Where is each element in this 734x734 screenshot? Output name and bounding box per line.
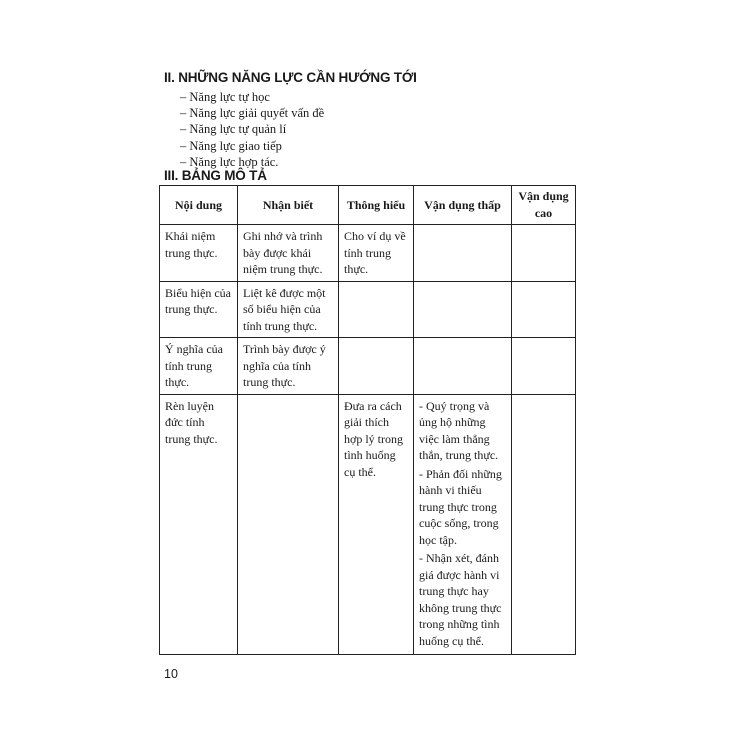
cell-recognition: Liệt kê được một số biểu hiện của tính trung thực. <box>238 281 339 338</box>
low-application-point: - Phản đối những hành vi thiếu trung thực trong cuộc sống, trong học tập. <box>419 466 502 547</box>
header-content: Nội dung <box>160 186 238 225</box>
header-recognition: Nhận biết <box>238 186 339 225</box>
table-row <box>160 338 576 395</box>
cell-comprehension: Đưa ra cách giải thích hợp lý trong tình huống cụ thể. <box>339 394 414 655</box>
competency-item: – Năng lực tự quản lí <box>180 121 324 137</box>
table-header-row <box>160 186 576 225</box>
section-3-heading: III. BẢNG MÔ TẢ <box>164 168 267 183</box>
cell-high-application <box>512 394 576 655</box>
cell-recognition <box>238 394 339 655</box>
cell-low-application <box>414 225 512 282</box>
cell-content: Ý nghĩa của tính trung thực. <box>160 338 238 395</box>
cell-recognition: Ghi nhớ và trình bày được khái niệm trung thực. <box>238 225 339 282</box>
cell-content: Khái niệm trung thực. <box>160 225 238 282</box>
cell-low-application <box>414 338 512 395</box>
header-high-application: Vận dụng cao <box>512 186 576 225</box>
page-number: 10 <box>164 667 178 681</box>
cell-content: Rèn luyện đức tính trung thực. <box>160 394 238 655</box>
competency-item: – Năng lực hợp tác. <box>180 154 324 170</box>
competency-item: – Năng lực giải quyết vấn đề <box>180 105 324 121</box>
cell-comprehension <box>339 281 414 338</box>
cell-content: Biểu hiện của trung thực. <box>160 281 238 338</box>
competency-item: – Năng lực giao tiếp <box>180 138 324 154</box>
competency-item: – Năng lực tự học <box>180 89 324 105</box>
cell-recognition: Trình bày được ý nghĩa của tính trung thực. <box>238 338 339 395</box>
header-comprehension: Thông hiểu <box>339 186 414 225</box>
cell-high-application <box>512 338 576 395</box>
cell-low-application <box>414 281 512 338</box>
table-row <box>160 394 576 655</box>
low-application-point: - Nhận xét, đánh giá được hành vi trung thực hay không trung thực trong những tình huống cụ thể. <box>419 551 502 648</box>
cell-high-application <box>512 281 576 338</box>
cell-high-application <box>512 225 576 282</box>
table-row <box>160 225 576 282</box>
section-2-heading: II. NHỮNG NĂNG LỰC CẦN HƯỚNG TỚI <box>164 70 417 85</box>
cell-low-application <box>414 394 512 655</box>
cell-comprehension: Cho ví dụ về tính trung thực. <box>339 225 414 282</box>
header-low-application: Vận dụng thấp <box>414 186 512 225</box>
table-row <box>160 281 576 338</box>
competency-list <box>180 89 324 170</box>
low-application-point: - Quý trọng và ủng hộ những việc làm thẳng thắn, trung thực. <box>419 398 499 462</box>
cell-comprehension <box>339 338 414 395</box>
description-table <box>159 185 576 655</box>
